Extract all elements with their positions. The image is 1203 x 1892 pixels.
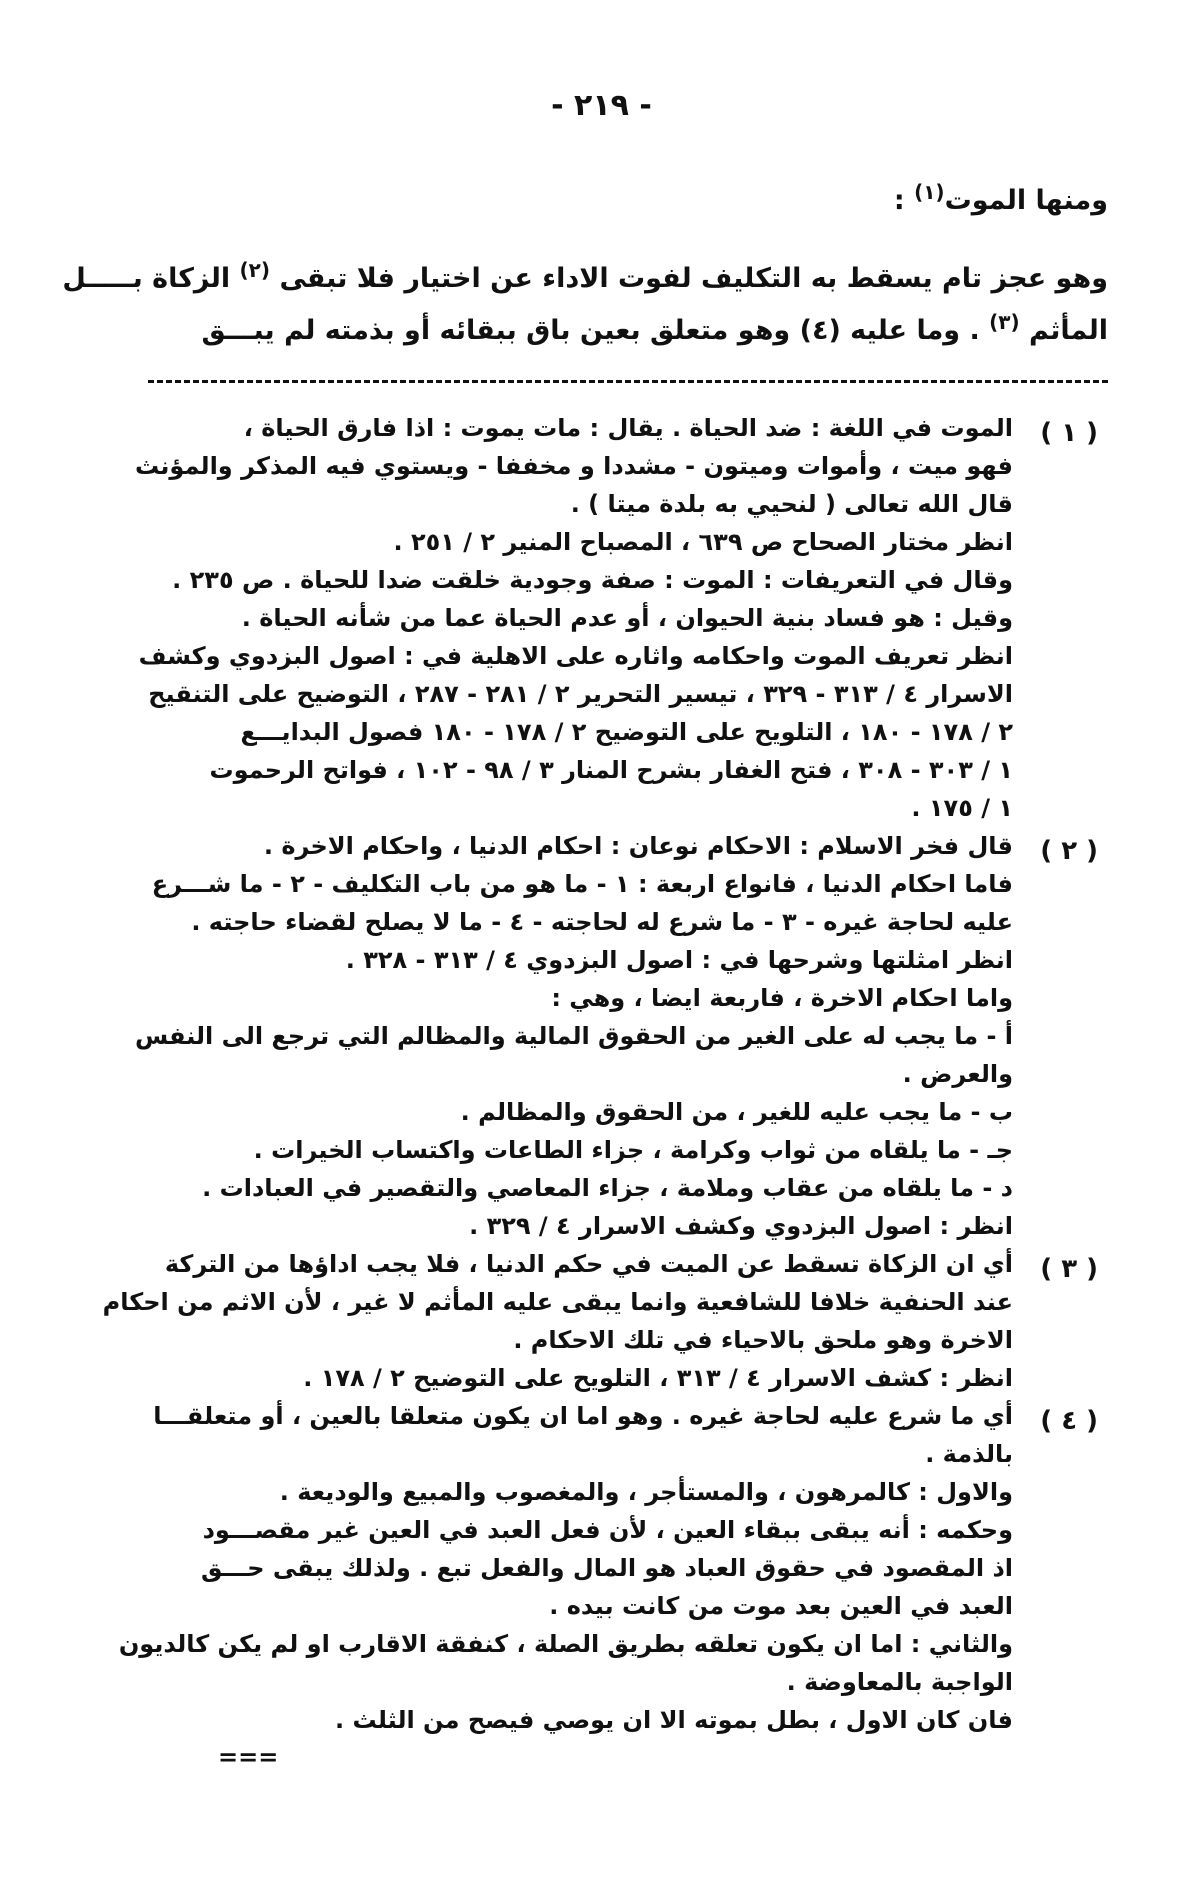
footnote-line: أي ان الزكاة تسقط عن الميت في حكم الدنيا ، فلا يجب اداؤها من التركة — [164, 1250, 1013, 1278]
footnote-line: جـ - ما يلقاه من ثواب وكرامة ، جزاء الطاعات واكتساب الخيرات . — [253, 1136, 1013, 1164]
footnote-line: عند الحنفية خلافا للشافعية وانما يبقى عليه المأثم لا غير ، لأن الاثم من احكام — [102, 1288, 1013, 1316]
footnote-number: ( ١ ) — [1040, 418, 1098, 448]
footnote-line: العبد في العين بعد موت من كانت بيده . — [549, 1592, 1013, 1620]
footnote-line: ١ / ٣٠٣ - ٣٠٨ ، فتح الغفار بشرح المنار ٣ / ٩٨ - ١٠٢ ، فواتح الرحموت — [209, 756, 1013, 784]
footnote-line: الموت في اللغة : ضد الحياة . يقال : مات يموت : اذا فارق الحياة ، — [243, 414, 1013, 442]
footnote-number: ( ٢ ) — [1040, 836, 1098, 866]
footnote-line: انظر تعريف الموت واحكامه واثاره على الاهلية في : اصول البزدوي وكشف — [138, 642, 1013, 670]
footnote-line: اذ المقصود في حقوق العباد هو المال والفعل تبع . ولذلك يبقى حـــق — [200, 1554, 1013, 1582]
section-heading — [894, 180, 1108, 216]
footnote-line: د - ما يلقاه من عقاب وملامة ، جزاء المعاصي والتقصير في العبادات . — [202, 1174, 1013, 1202]
footnote-line: والثاني : اما ان يكون تعلقه بطريق الصلة ، كنفقة الاقارب او لم يكن كالديون — [118, 1630, 1013, 1658]
heading-colon: : — [893, 185, 905, 216]
footnote-line: الاسرار ٤ / ٣١٣ - ٣٢٩ ، تيسير التحرير ٢ / ٢٨١ - ٢٨٧ ، التوضيح على التنقيح — [148, 680, 1013, 708]
footnote-line: واما احكام الاخرة ، فاربعة ايضا ، وهي : — [551, 984, 1013, 1012]
footnote-line: فاما احكام الدنيا ، فانواع اربعة : ١ - ما هو من باب التكليف - ٢ - ما شـــرع — [151, 870, 1013, 898]
footnote-line: الاخرة وهو ملحق بالاحياء في تلك الاحكام . — [513, 1326, 1013, 1354]
main-text-line — [62, 258, 1108, 294]
footnote-line: وقال في التعريفات : الموت : صفة وجودية خلقت ضدا للحياة . ص ٢٣٥ . — [172, 566, 1013, 594]
footnote-line: والاول : كالمرهون ، والمستأجر ، والمغصوب والمبيع والوديعة . — [279, 1478, 1013, 1506]
footnote-line: ٢ / ١٧٨ - ١٨٠ ، التلويح على التوضيح ٢ / ١٧٨ - ١٨٠ فصول البدايـــع — [240, 718, 1013, 746]
footnote-line: فهو ميت ، وأموات وميتون - مشددا و مخففا - ويستوي فيه المذكر والمؤنث — [135, 452, 1013, 480]
footnote-line: قال الله تعالى ( لنحيي به بلدة ميتا ) . — [570, 490, 1013, 518]
footnote-line: والعرض . — [902, 1060, 1013, 1088]
footnote-number: ( ٤ ) — [1040, 1406, 1098, 1436]
footnote-ref: (٢) — [239, 258, 271, 282]
footnote-ref: (٣) — [989, 310, 1020, 334]
main-text-segment: المأثم — [1029, 315, 1108, 346]
footnote-number: ( ٣ ) — [1040, 1254, 1098, 1284]
main-text-segment: . وما عليه (٤) وهو متعلق بعين باق ببقائه أو بذمته لم يبـــق — [201, 315, 980, 346]
footnote-line: أ - ما يجب له على الغير من الحقوق المالية والمظالم التي ترجع الى النفس — [135, 1022, 1013, 1050]
end-mark: === — [218, 1743, 279, 1771]
heading-text: ومنها الموت — [944, 185, 1108, 216]
footnote-line: وقيل : هو فساد بنية الحيوان ، أو عدم الحياة عما من شأنه الحياة . — [241, 604, 1013, 632]
footnote-divider — [148, 380, 1108, 383]
footnote-line: انظر : كشف الاسرار ٤ / ٣١٣ ، التلويح على التوضيح ٢ / ١٧٨ . — [303, 1364, 1013, 1392]
footnote-line: ب - ما يجب عليه للغير ، من الحقوق والمظالم . — [460, 1098, 1013, 1126]
footnote-line: فان كان الاول ، بطل بموته الا ان يوصي فيصح من الثلث . — [334, 1706, 1013, 1734]
footnote-ref: (١) — [914, 180, 945, 204]
footnote-line: انظر امثلتها وشرحها في : اصول البزدوي ٤ / ٣١٣ - ٣٢٨ . — [345, 946, 1013, 974]
main-text-line — [148, 310, 1108, 346]
page-number: - ٢١٩ - — [551, 88, 652, 123]
footnote-line: الواجبة بالمعاوضة . — [786, 1668, 1013, 1696]
main-text-segment: وهو عجز تام يسقط به التكليف لفوت الاداء عن اختيار فلا تبقى — [279, 263, 1108, 294]
footnote-line: عليه لحاجة غيره - ٣ - ما شرع له لحاجته - ٤ - ما لا يصلح لقضاء حاجته . — [191, 908, 1013, 936]
footnote-line: انظر مختار الصحاح ص ٦٣٩ ، المصباح المنير ٢ / ٢٥١ . — [393, 528, 1013, 556]
footnote-line: انظر : اصول البزدوي وكشف الاسرار ٤ / ٣٢٩ . — [469, 1212, 1013, 1240]
footnote-line: أي ما شرع عليه لحاجة غيره . وهو اما ان يكون متعلقا بالعين ، أو متعلقـــا — [153, 1402, 1013, 1430]
footnote-line: قال فخر الاسلام : الاحكام نوعان : احكام الدنيا ، واحكام الاخرة . — [263, 832, 1013, 860]
footnote-line: ١ / ١٧٥ . — [911, 794, 1013, 822]
footnote-line: وحكمه : أنه يبقى ببقاء العين ، لأن فعل العبد في العين غير مقصـــود — [202, 1516, 1013, 1544]
footnote-line: بالذمة . — [925, 1440, 1013, 1468]
main-text-segment: الزكاة بـــــل — [62, 263, 231, 294]
